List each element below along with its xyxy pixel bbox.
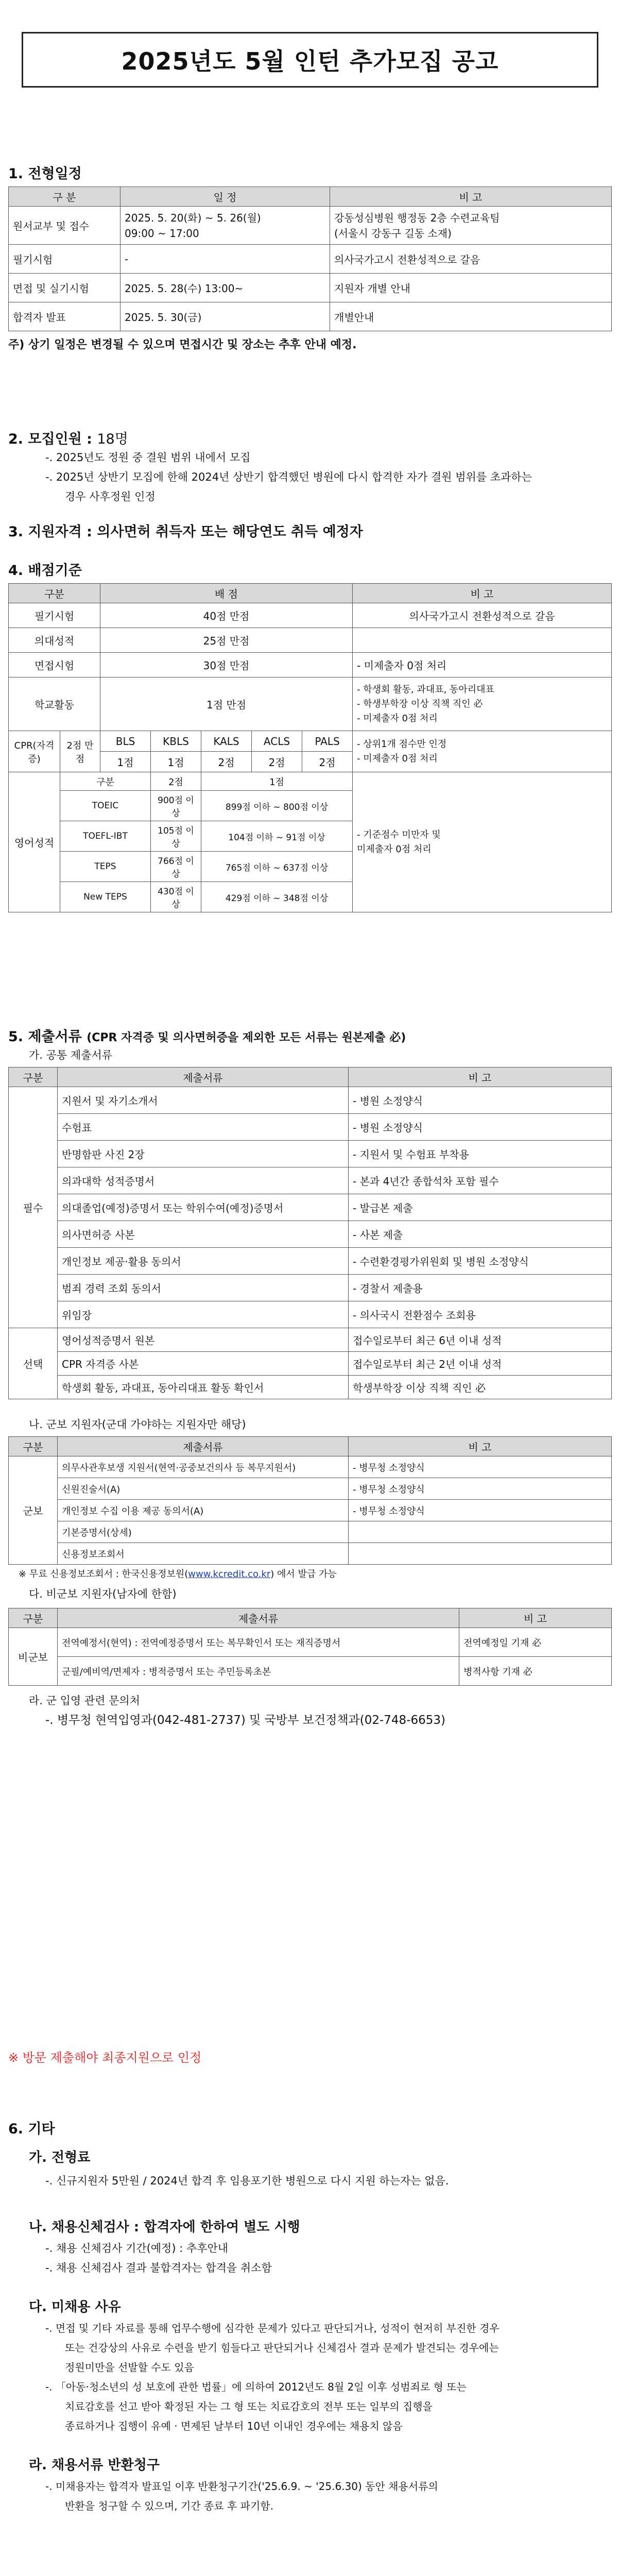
sub-heading: 나. 채용신체검사 : 합격자에 한하여 별도 시행 <box>29 2219 300 2235</box>
note-text: ※ 무료 신용정보조회서 : 한국신용정보원( <box>19 1569 188 1580</box>
cell: - 수련환경평가위원회 및 병원 소정양식 <box>349 1248 612 1275</box>
visit-notice <box>8 2035 612 2078</box>
col-header: 비 고 <box>459 1608 612 1628</box>
schedule-note: 주) 상기 일정은 변경될 수 있으며 면접시간 및 장소는 추후 안내 예정. <box>8 338 357 351</box>
cell: 군필/예비역/면제자 : 병적증명서 또는 주민등록초본 <box>58 1657 459 1686</box>
cell: 429점 이하 ~ 348점 이상 <box>201 882 353 912</box>
col-header: 비 고 <box>330 187 612 207</box>
non-military-docs-table <box>8 1608 612 1686</box>
cell: 의사국가고시 전환성적으로 갈음 <box>330 245 612 274</box>
cell: 2025. 5. 28(수) 13:00~ <box>120 274 330 302</box>
cell: 40점 만점 <box>100 603 353 628</box>
cell <box>349 1543 612 1565</box>
cell: 접수일로부터 최근 2년 이내 성적 <box>349 1352 612 1376</box>
text-line: -. 신규지원자 5만원 / 2024년 합격 후 임용포기한 병원으로 다시 지원 하는자는 없음. <box>45 2175 449 2187</box>
cell: 의무사관후보생 지원서(현역·공중보건의사 등 복무지원서) <box>58 1456 349 1478</box>
cell: 면접 및 실기시험 <box>9 274 120 302</box>
col-header: 구분 <box>9 1608 58 1628</box>
cell: 군보 <box>9 1456 58 1565</box>
cell: - 지원서 및 수험표 부착용 <box>349 1141 612 1167</box>
cell: - 기준점수 미만자 및 미제출자 0점 처리 <box>353 772 612 912</box>
credit-note <box>8 1565 612 1584</box>
recruit-count: 18명 <box>97 431 128 447</box>
page-title: 2025년도 5월 인턴 추가모집 공고 <box>22 32 598 88</box>
eng-col-header: 구분 <box>60 772 151 791</box>
cpr-point: 1점 <box>100 752 151 772</box>
section-subheading: (CPR 자격증 및 의사면허증을 제외한 모든 서류는 원본제출 必) <box>87 1031 406 1044</box>
cell: 학생부학장 이상 직책 직인 必 <box>349 1376 612 1399</box>
cell: 899점 이하 ~ 800점 이상 <box>201 791 353 821</box>
col-header: 제출서류 <box>58 1067 349 1087</box>
cell: 필수 <box>9 1087 58 1328</box>
cell: 면접시험 <box>9 653 100 677</box>
cell: 신원진술서(A) <box>58 1478 349 1500</box>
col-header: 구분 <box>9 584 100 603</box>
text-line: 치료감호를 선고 받아 확정된 자는 그 형 또는 치료감호의 전부 또는 일부의 집행을 <box>65 2400 433 2413</box>
cell: 영어성적증명서 원본 <box>58 1328 349 1352</box>
cell: 430점 이상 <box>151 882 201 912</box>
contact-line: -. 병무청 현역입영과(042-481-2737) 및 국방부 보건정책과(02-748-6653) <box>45 1714 445 1727</box>
col-header: 제출서류 <box>58 1608 459 1628</box>
cell: 필기시험 <box>9 245 120 274</box>
cell: 합격자 발표 <box>9 302 120 331</box>
cell <box>349 1521 612 1543</box>
cell: 2점 만점 <box>60 731 100 772</box>
cell: 개인정보 수집 이용 제공 동의서(A) <box>58 1500 349 1521</box>
sub-heading: 나. 군보 지원자(군대 가야하는 지원자만 해당) <box>29 1418 246 1431</box>
cell: - 병무청 소정양식 <box>349 1478 612 1500</box>
col-header: 일 정 <box>120 187 330 207</box>
cell: 2025. 5. 20(화) ~ 5. 26(월) 09:00 ~ 17:00 <box>120 207 330 245</box>
cell: 비군보 <box>9 1628 58 1686</box>
cell: CPR(자격증) <box>9 731 60 772</box>
cell: - 학생회 활동, 과대표, 동아리대표 - 학생부학장 이상 직책 직인 必 - 미제출자 0점 처리 <box>353 677 612 731</box>
section-scoring <box>8 559 612 912</box>
note-text: ) 에서 발급 가능 <box>270 1569 337 1580</box>
cell: 반명함판 사진 2장 <box>58 1141 349 1167</box>
cell: - 병무청 소정양식 <box>349 1456 612 1478</box>
sub-heading: 라. 군 입영 관련 문의처 <box>29 1694 140 1707</box>
col-header: 비 고 <box>349 1437 612 1456</box>
text-line: -. 「아동·청소년의 성 보호에 관한 법률」에 의하여 2012년도 8월 2일 이후 성범죄로 형 또는 <box>45 2381 467 2393</box>
section-heading: 4. 배점기준 <box>8 563 82 579</box>
section-heading: 1. 전형일정 <box>8 166 82 182</box>
cell: 의사면허증 사본 <box>58 1221 349 1248</box>
text-line: 반환을 청구할 수 있으며, 기간 종료 후 파기함. <box>65 2500 273 2512</box>
cell: 강동성심병원 행정동 2층 수련교육팀 (서울시 강동구 길동 소재) <box>330 207 612 245</box>
cell: 병적사항 기재 必 <box>459 1657 612 1686</box>
cell: 영어성적 <box>9 772 60 912</box>
cpr-point: 2점 <box>201 752 252 772</box>
cell: 위임장 <box>58 1301 349 1328</box>
cell: 학교활동 <box>9 677 100 731</box>
eng-col-header: 2점 <box>151 772 201 791</box>
cell: 25점 만점 <box>100 628 353 653</box>
cpr-item: KALS <box>201 731 252 752</box>
col-header: 배 점 <box>100 584 353 603</box>
sub-heading: 가. 공통 제출서류 <box>29 1049 113 1061</box>
cpr-item: ACLS <box>252 731 302 752</box>
cell: - 사본 제출 <box>349 1221 612 1248</box>
cell: 765점 이하 ~ 637점 이상 <box>201 852 353 882</box>
cpr-point: 1점 <box>151 752 201 772</box>
cell: - 상위1개 점수만 인정 - 미제출자 0점 처리 <box>353 731 612 772</box>
cell: 신용정보조회서 <box>58 1543 349 1565</box>
section-eligibility <box>8 520 612 540</box>
cell: CPR 자격증 사본 <box>58 1352 349 1376</box>
cell: 선택 <box>9 1328 58 1399</box>
cell: 개인정보 제공·활용 동의서 <box>58 1248 349 1275</box>
cell: 의대졸업(예정)증명서 또는 학위수여(예정)증명서 <box>58 1194 349 1221</box>
col-header: 비 고 <box>349 1067 612 1087</box>
section-heading: 2. 모집인원 : <box>8 431 92 447</box>
cell: 900점 이상 <box>151 791 201 821</box>
section-etc <box>8 2117 612 2516</box>
cell: 30점 만점 <box>100 653 353 677</box>
section-recruit <box>8 428 612 506</box>
section-heading: 6. 기타 <box>8 2121 55 2137</box>
cell: - 경찰서 제출용 <box>349 1275 612 1301</box>
section-documents <box>8 1025 612 1730</box>
eng-col-header: 1점 <box>201 772 353 791</box>
cell: 학생회 활동, 과대표, 동아리대표 활동 확인서 <box>58 1376 349 1399</box>
sub-heading: 라. 채용서류 반환청구 <box>29 2458 160 2473</box>
cell: 지원서 및 자기소개서 <box>58 1087 349 1114</box>
sub-heading: 다. 미채용 사유 <box>29 2299 121 2315</box>
cell: TEPS <box>60 852 151 882</box>
col-header: 구 분 <box>9 187 120 207</box>
scoring-table <box>8 583 612 912</box>
cell: 전역예정서(현역) : 전역예정증명서 또는 복무확인서 또는 재직증명서 <box>58 1628 459 1657</box>
cpr-point: 2점 <box>302 752 353 772</box>
text-line: -. 면접 및 기타 자료를 통해 업무수행에 심각한 문제가 있다고 판단되거나, 성적이 현저히 부진한 경우 <box>45 2322 500 2334</box>
cell: - <box>120 245 330 274</box>
sub-heading: 다. 비군보 지원자(남자에 한함) <box>29 1588 177 1600</box>
text-line: 정원미만을 선발할 수도 있음 <box>65 2361 194 2374</box>
cpr-item: PALS <box>302 731 353 752</box>
cpr-item: KBLS <box>151 731 201 752</box>
cell: - 병원 소정양식 <box>349 1087 612 1114</box>
text-line: 종료하거나 집행이 유예 · 면제된 날부터 10년 이내인 경우에는 채용치 않음 <box>65 2420 403 2432</box>
cell: 전역예정일 기재 必 <box>459 1628 612 1657</box>
cell: 1점 만점 <box>100 677 353 731</box>
text-line: -. 미채용자는 합격자 발표일 이후 반환청구기간('25.6.9. ~ '25.6.30) 동안 채용서류의 <box>45 2480 438 2493</box>
military-docs-table <box>8 1436 612 1565</box>
cell: 의과대학 성적증명서 <box>58 1167 349 1194</box>
cell: 범죄 경력 조회 동의서 <box>58 1275 349 1301</box>
text-line: 경우 사후정원 인정 <box>65 490 156 503</box>
cell: - 의사국시 전환점수 조회용 <box>349 1301 612 1328</box>
cell: - 미제출자 0점 처리 <box>353 653 612 677</box>
section-heading: 3. 지원자격 : 의사면허 취득자 또는 해당연도 취득 예정자 <box>8 524 363 540</box>
section-heading: 5. 제출서류 <box>8 1029 82 1045</box>
schedule-table <box>8 187 612 331</box>
cell: New TEPS <box>60 882 151 912</box>
cell: 105점 이상 <box>151 821 201 852</box>
text-line: -. 2025년도 정원 중 결원 범위 내에서 모집 <box>45 451 251 464</box>
cell: - 병원 소정양식 <box>349 1114 612 1141</box>
cell: 접수일로부터 최근 6년 이내 성적 <box>349 1328 612 1352</box>
col-header: 제출서류 <box>58 1437 349 1456</box>
cell: - 발급본 제출 <box>349 1194 612 1221</box>
cell: 104점 이하 ~ 91점 이상 <box>201 821 353 852</box>
cell: - 본과 4년간 종합석차 포함 필수 <box>349 1167 612 1194</box>
text-line: -. 채용 신체검사 결과 불합격자는 합격을 취소함 <box>45 2262 272 2274</box>
notice-text: ※ 방문 제출해야 최종지원으로 인정 <box>8 2050 202 2065</box>
col-header: 비 고 <box>353 584 612 603</box>
cell <box>353 628 612 653</box>
cell: 의대성적 <box>9 628 100 653</box>
cell: 필기시험 <box>9 603 100 628</box>
cell: 의사국가고시 전환성적으로 갈음 <box>353 603 612 628</box>
cpr-item: BLS <box>100 731 151 752</box>
text-line: -. 2025년 상반기 모집에 한해 2024년 상반기 합격했던 병원에 다시 합격한 자가 결원 범위를 초과하는 <box>45 471 532 483</box>
col-header: 구분 <box>9 1437 58 1456</box>
section-schedule <box>8 162 612 355</box>
text-line: 또는 건강상의 사유로 수련을 받기 힘들다고 판단되거나 신체검사 결과 문제가 발견되는 경우에는 <box>65 2342 499 2354</box>
col-header: 구분 <box>9 1067 58 1087</box>
cpr-point: 2점 <box>252 752 302 772</box>
cell: 수험표 <box>58 1114 349 1141</box>
cell: 766점 이상 <box>151 852 201 882</box>
text-line: -. 채용 신체검사 기간(예정) : 추후안내 <box>45 2242 229 2255</box>
cell: TOEIC <box>60 791 151 821</box>
cell: 2025. 5. 30(금) <box>120 302 330 331</box>
cell: - 병무청 소정양식 <box>349 1500 612 1521</box>
credit-link[interactable]: www.kcredit.co.kr <box>188 1569 271 1580</box>
sub-heading: 가. 전형료 <box>29 2150 91 2165</box>
cell: 개별안내 <box>330 302 612 331</box>
common-docs-table <box>8 1067 612 1399</box>
cell: 기본증명서(상세) <box>58 1521 349 1543</box>
cell: TOEFL-IBT <box>60 821 151 852</box>
cell: 지원자 개별 안내 <box>330 274 612 302</box>
cell: 원서교부 및 접수 <box>9 207 120 245</box>
